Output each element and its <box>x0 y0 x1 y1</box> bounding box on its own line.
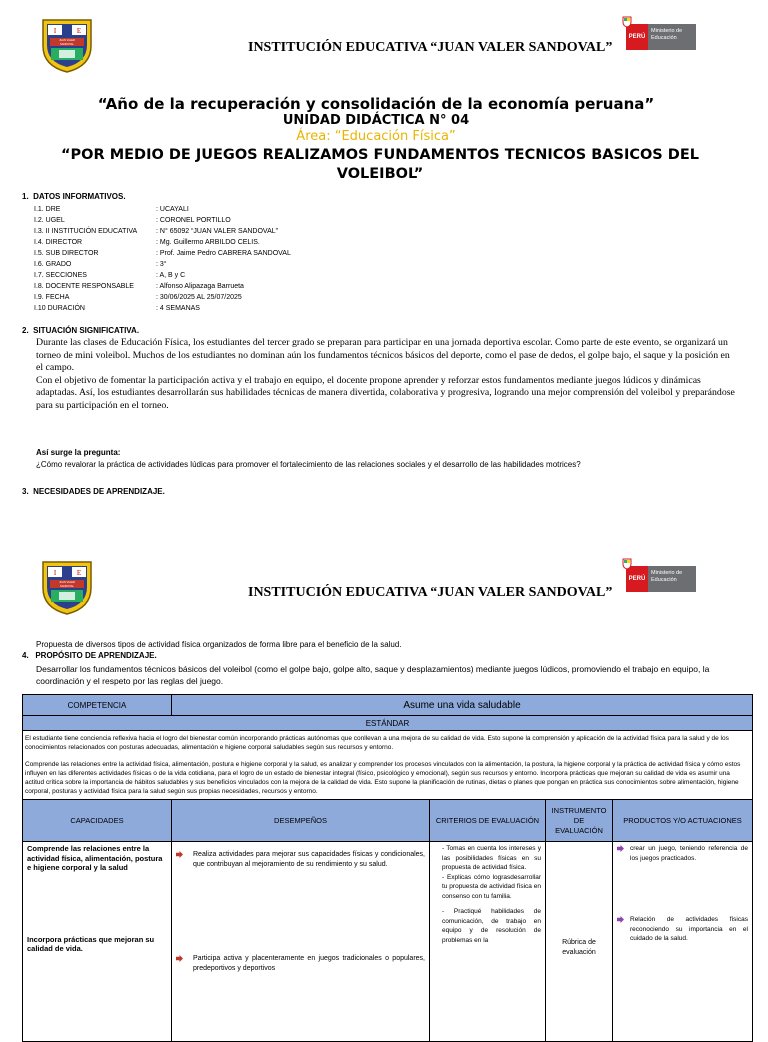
competencia-value: Asume una vida saludable <box>172 695 753 716</box>
section-2-heading <box>22 326 139 335</box>
estandar-paragraph-1: El estudiante tiene conciencia reflexiva hacia el logro del bienestar común incorporando prácticas autónomas que conllevan a una mejora de su calidad de vida. Esto supone la comprensión y aplicación de la actividad física para la salud y de los conocimientos relacionados con posturas adecuadas, alimentación e higiene corporal saludables según sus recursos y entorno. <box>25 735 729 751</box>
estandar-label: ESTÁNDAR <box>23 716 753 731</box>
section-4-title: PROPÓSITO DE APRENDIZAJE. <box>35 651 157 660</box>
info-row <box>22 204 422 215</box>
ministry-badge-2 <box>626 566 696 592</box>
peru-shield-icon <box>622 558 632 570</box>
school-crest <box>38 16 96 79</box>
column-header: INSTRUMENTO DE EVALUACIÓN <box>546 800 613 842</box>
section-2-number: 2. <box>22 326 29 335</box>
arrow-bullet-icon <box>617 916 624 923</box>
crest-text-1: JUAN VALER <box>59 581 75 584</box>
column-header: DESEMPEÑOS <box>172 800 430 842</box>
crest-text-2: SANDOVAL <box>60 42 74 46</box>
peru-shield-icon <box>622 16 632 28</box>
criterio-item: - Tomas en cuenta los intereses y las posibilidades físicas en su propuesta de actividad física. <box>442 844 541 873</box>
year-title: “Año de la recuperación y consolidación de la economía peruana” <box>97 95 655 113</box>
ministry-badge <box>626 24 696 50</box>
producto-item <box>617 915 748 944</box>
info-value: : UCAYALI <box>156 206 189 213</box>
info-value: : N° 65092 “JUAN VALER SANDOVAL” <box>156 228 278 235</box>
producto-text: crear un juego, teniendo referencia de los juegos practicados. <box>630 845 748 862</box>
instrumento-text: Rúbrica de evaluación <box>562 938 596 956</box>
estandar-paragraph-2: Comprende las relaciones entre la actividad física, alimentación, postura e higiene corporal y la salud, es analizar y comprender los procesos vinculados con la alimentación, la postura, la higiene corporal y la práctica de actividad física y cómo estos influyen en las diferentes actividades físicas o de la vida cotidiana, para el logro de un estado de bienestar integral (físico, psicológico y emocional), según sus recursos y entorno. Incorpora prácticas que mejoran su calidad de vida es asumir una actitud crítica sobre la importancia de hábitos saludables y sus beneficios vinculados con la mejora de la calidad de vida. Esto supone la planificación de rutinas, dietas o planes que pongan en práctica sus conocimientos sobre alimentación, higiene corporal, posturas y actividad física para la salud según sus propias necesidades, recursos y entorno. <box>25 761 741 795</box>
info-row <box>22 215 422 226</box>
info-key: I.3. II INSTITUCIÓN EDUCATIVA <box>34 228 138 235</box>
column-header: PRODUCTOS Y/O ACTUACIONES <box>613 800 753 842</box>
ministry-label: Ministerio de Educación <box>648 566 696 592</box>
column-header: CRITERIOS DE EVALUACIÓN <box>430 800 546 842</box>
info-value: : 4 SEMANAS <box>156 305 200 312</box>
desempeno-item <box>176 954 425 974</box>
column-header: CAPACIDADES <box>23 800 172 842</box>
competency-table <box>22 694 753 1042</box>
info-key: I.5. SUB DIRECTOR <box>34 250 99 257</box>
section-2-title: SITUACIÓN SIGNIFICATIVA. <box>33 326 140 335</box>
situation-text <box>36 337 736 412</box>
competencia-label: COMPETENCIA <box>23 695 172 716</box>
institution-name: INSTITUCIÓN EDUCATIVA “JUAN VALER SANDOVAL” <box>248 40 613 55</box>
desempeno-item <box>176 850 425 870</box>
info-row <box>22 292 422 303</box>
arrow-bullet-icon <box>617 845 624 852</box>
crest-letter-e: E <box>76 569 82 577</box>
desempeno-text: Participa activa y placenteramente en juegos tradicionales o populares, predeportivos y deportivos <box>193 955 425 972</box>
school-crest-2 <box>38 558 96 621</box>
question-text: ¿Cómo revalorar la práctica de actividades lúdicas para promover el fortalecimiento de las relaciones sociales y el desarrollo de las habilidades motrices? <box>36 460 581 469</box>
info-value: : Alfonso Alipazaga Barrueta <box>156 283 244 290</box>
info-value: : CORONEL PORTILLO <box>156 217 231 224</box>
purpose-text: Desarrollar los fundamentos técnicos básicos del voleibol (como el golpe bajo, golpe alto, saque y desplazamientos) mediante juegos lúdicos, promoviendo el trabajo en equipo, la coordinación y el respeto por las reglas del juego. <box>36 664 710 686</box>
info-value: : Prof. Jaime Pedro CABRERA SANDOVAL <box>156 250 291 257</box>
info-value: : 3° <box>156 261 167 268</box>
info-key: I.6. GRADO <box>34 261 72 268</box>
desempeno-text: Realiza actividades para mejorar sus capacidades físicas y condicionales, que contribuyan al mejoramiento de su rendimiento y su salud. <box>193 851 425 868</box>
info-key: I.1. DRE <box>34 206 61 213</box>
info-row <box>22 248 422 259</box>
main-title: “POR MEDIO DE JUEGOS REALIZAMOS FUNDAMENTOS TECNICOS BASICOS DEL VOLEIBOL” <box>61 147 699 182</box>
section-3-heading <box>22 487 165 496</box>
info-value: : 30/06/2025 AL 25/07/2025 <box>156 294 242 301</box>
crest-letter-i: I <box>53 27 57 35</box>
situation-paragraph-1: Durante las clases de Educación Física, los estudiantes del tercer grado se preparan para participar en una jornada deportiva escolar. Como parte de este evento, se organizará un torneo de mini voleibol. Muchos de los estudiantes no dominan aún los fundamentos técnicos básicos del deporte, como el pase de dedos, el golpe bajo, el saque y la posición en el campo. <box>36 337 730 373</box>
info-key: I.7. SECCIONES <box>34 272 87 279</box>
arrow-bullet-icon <box>176 955 183 962</box>
unit-title: UNIDAD DIDÁCTICA N° 04 <box>282 113 470 128</box>
criterio-item: - Practiqué habilidades de comunicación, de trabajo en equipo y de resolución de problemas en la <box>442 907 541 945</box>
ministry-label: Ministerio de Educación <box>648 24 696 50</box>
section-4-number: 4. <box>22 651 29 660</box>
info-key: I.8. DOCENTE RESPONSABLE <box>34 283 134 290</box>
question-intro: Así surge la pregunta: <box>36 448 121 457</box>
producto-item <box>617 844 748 863</box>
info-key: I.2. UGEL <box>34 217 65 224</box>
info-value: : A, B y C <box>156 272 186 279</box>
info-key: I.4. DIRECTOR <box>34 239 83 246</box>
info-row <box>22 281 422 292</box>
crest-text-1: JUAN VALER <box>59 39 75 42</box>
capacidad-2: Incorpora prácticas que mejoran su calidad de vida. <box>27 934 155 953</box>
peru-label: PERÚ <box>626 24 648 50</box>
info-key: I.10 DURACIÓN <box>34 305 85 312</box>
needs-text: Propuesta de diversos tipos de actividad física organizados de forma libre para el beneficio de la salud. <box>36 640 402 649</box>
info-list <box>22 204 422 314</box>
section-3-title: NECESIDADES DE APRENDIZAJE. <box>33 487 165 496</box>
info-row <box>22 259 422 270</box>
section-3-number: 3. <box>22 487 29 496</box>
arrow-bullet-icon <box>176 851 183 858</box>
crest-letter-i: I <box>53 569 57 577</box>
info-value: : Mg. Guillermo ARBILDO CELIS. <box>156 239 260 246</box>
capacidad-1: Comprende las relaciones entre la actividad física, alimentación, postura e higiene corporal y la salud <box>27 844 163 872</box>
section-1-title: DATOS INFORMATIVOS. <box>33 192 126 201</box>
producto-text: Relación de actividades físicas reconociendo su importancia en el cuidado de la salud. <box>630 916 748 942</box>
area-title: Área: “Educación Física” <box>296 129 456 144</box>
section-1-number: 1. <box>22 192 29 201</box>
institution-name-2: INSTITUCIÓN EDUCATIVA “JUAN VALER SANDOVAL” <box>248 585 613 600</box>
info-row <box>22 226 422 237</box>
info-row <box>22 303 422 314</box>
section-1-heading <box>22 192 126 201</box>
criterio-item: - Explicas cómo lograsdesarrollar tu propuesta de actividad física en consenso con tu familia. <box>442 873 541 902</box>
situation-paragraph-2: Con el objetivo de fomentar la participación activa y el trabajo en equipo, el docente propone aprender y reforzar estos fundamentos mediante juegos lúdicos y dinámicas adaptadas. Así, los estudiantes desarrollarán sus habilidades técnicas de manera divertida, colaborativa y progresiva, logrando una mejor comprensión del voleibol y preparándose para su participación en el torneo. <box>36 374 735 411</box>
info-row <box>22 270 422 281</box>
section-4-heading <box>22 651 157 660</box>
peru-label: PERÚ <box>626 566 648 592</box>
info-row <box>22 237 422 248</box>
info-key: I.9. FECHA <box>34 294 70 301</box>
crest-text-2: SANDOVAL <box>60 584 74 588</box>
crest-letter-e: E <box>76 27 82 35</box>
